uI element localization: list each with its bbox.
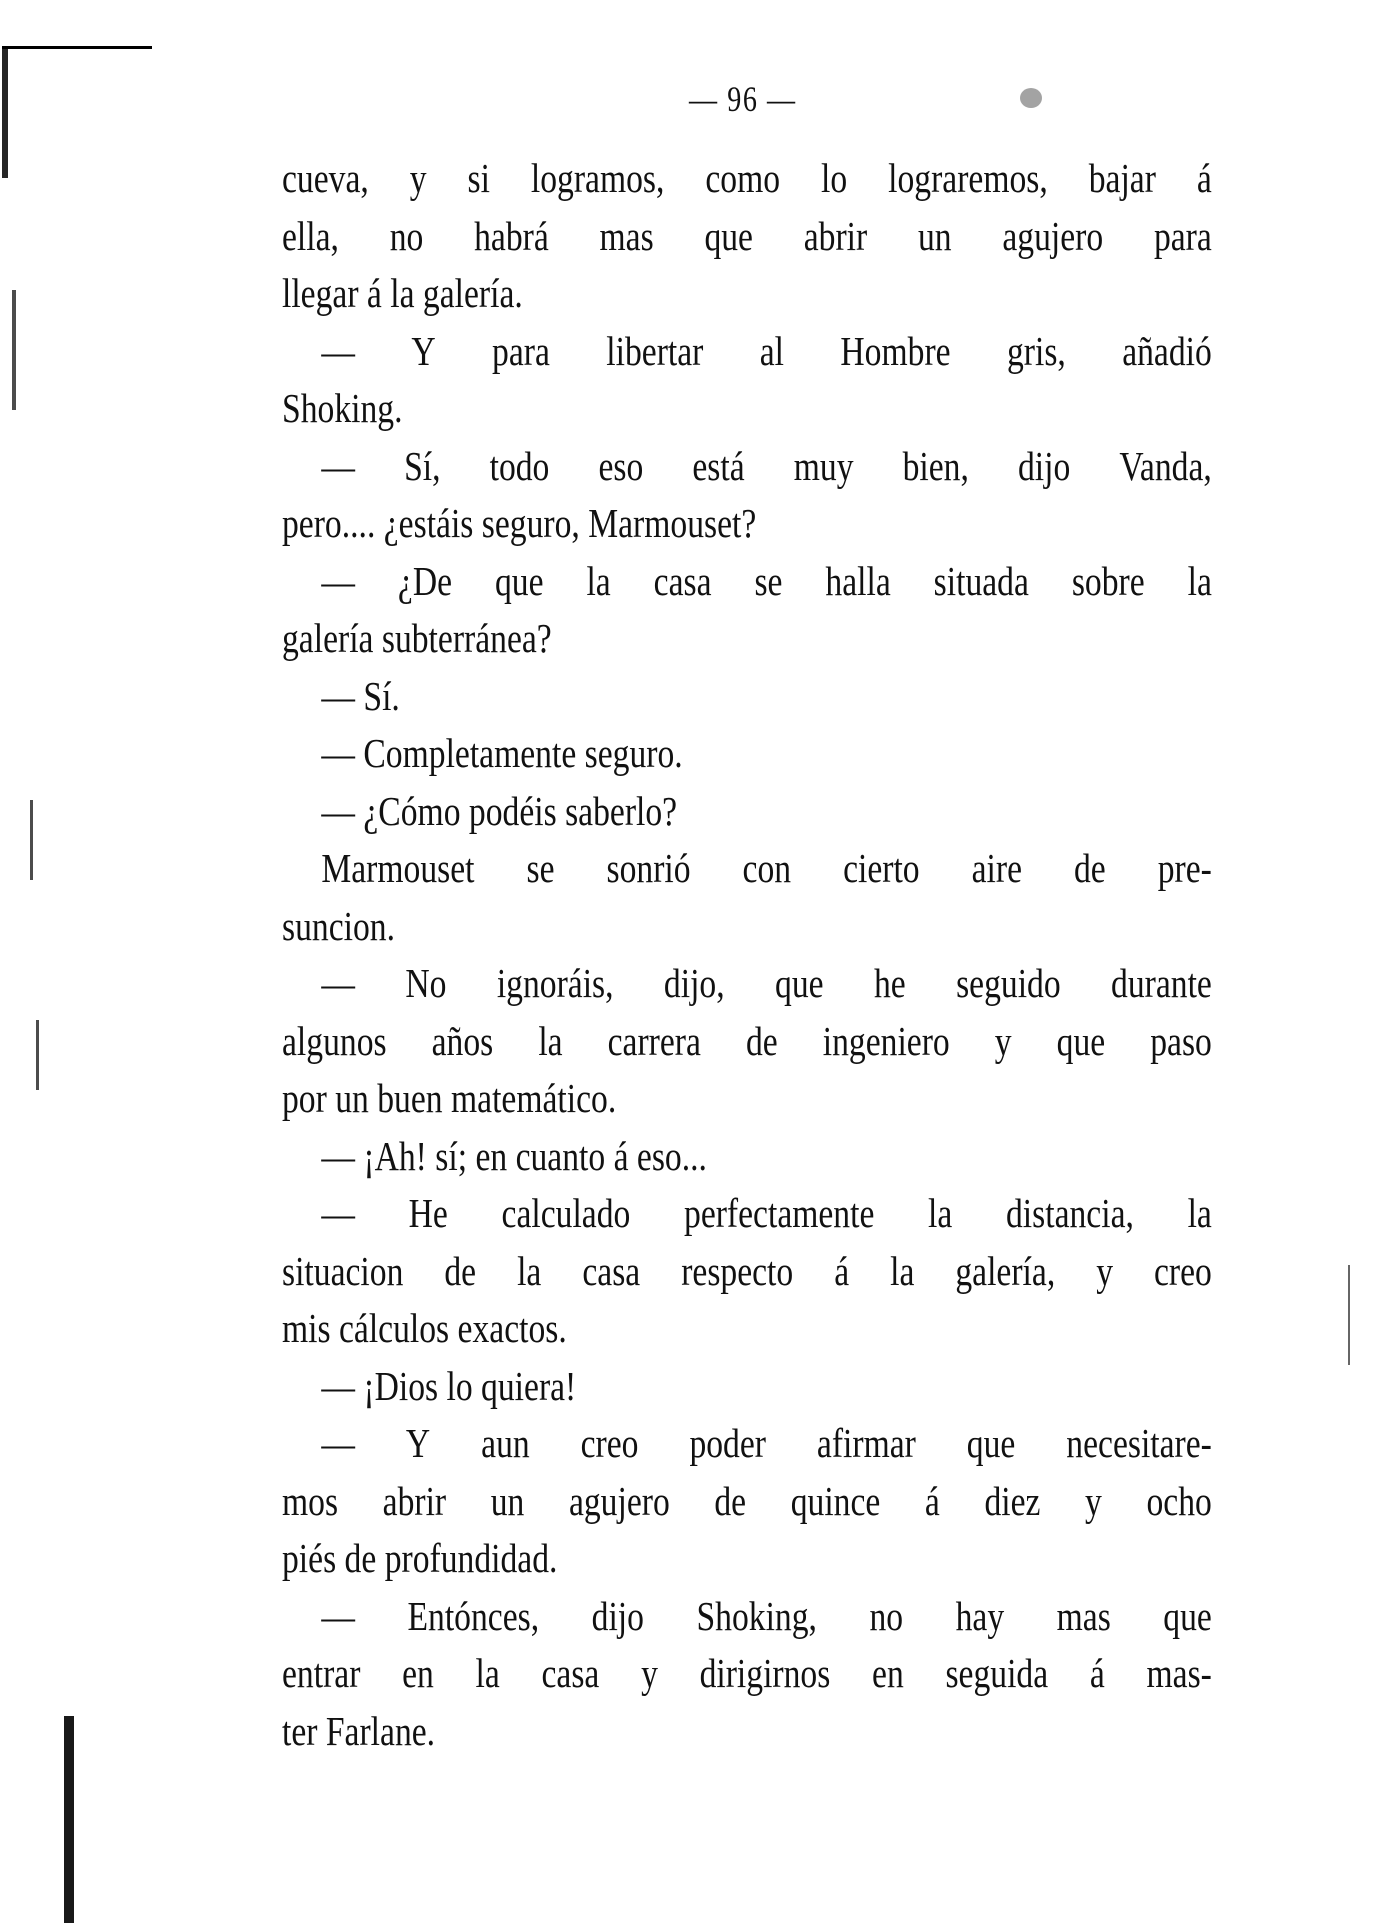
- word: y: [1085, 1477, 1102, 1524]
- word: en: [872, 1650, 904, 1696]
- text-line: [282, 438, 1212, 496]
- line-text: — Sí.: [321, 672, 400, 719]
- word: sonrió: [606, 845, 691, 891]
- text-line: [282, 1128, 1212, 1186]
- word: agujero: [1002, 212, 1104, 259]
- word: Hombre: [840, 327, 951, 374]
- word: casa: [653, 557, 712, 604]
- scan-edge-left-top: [2, 48, 8, 178]
- word: —: [321, 442, 355, 489]
- word: se: [754, 557, 783, 604]
- word: gris,: [1006, 327, 1066, 374]
- text-line: [282, 495, 1212, 553]
- word: que: [704, 212, 753, 259]
- line-text: — ¿Cómo podéis saberlo?: [321, 787, 678, 834]
- word: muy: [793, 442, 854, 489]
- word: casa: [582, 1247, 641, 1294]
- word: halla: [825, 557, 891, 604]
- word: seguido: [956, 960, 1061, 1006]
- text-line: [282, 553, 1212, 611]
- word: en: [402, 1650, 434, 1696]
- word: y: [409, 155, 427, 201]
- word: Shoking,: [696, 1592, 817, 1639]
- line-text: galería subterránea?: [282, 615, 552, 661]
- word: que: [494, 557, 544, 604]
- word: situacion: [282, 1247, 404, 1294]
- scan-edge-left-mid: [12, 290, 16, 410]
- text-line: [282, 955, 1212, 1013]
- word: bien,: [902, 442, 969, 489]
- word: mos: [282, 1477, 339, 1524]
- word: dijo: [591, 1592, 644, 1639]
- word: lograremos,: [888, 155, 1048, 201]
- text-line: [282, 323, 1212, 381]
- text-line: [282, 725, 1212, 783]
- body-text: [282, 150, 1212, 1760]
- word: un: [917, 212, 952, 259]
- line-text: mis cálculos exactos.: [282, 1305, 567, 1351]
- word: y: [994, 1017, 1012, 1064]
- text-line: [282, 1703, 1212, 1761]
- word: todo: [489, 442, 550, 489]
- word: galería,: [955, 1247, 1056, 1294]
- word: cueva,: [282, 155, 369, 201]
- word: de: [444, 1247, 477, 1294]
- scan-edge-left-bottom: [64, 1716, 74, 1923]
- word: Y: [411, 327, 436, 374]
- word: No: [405, 960, 447, 1006]
- word: está: [692, 442, 745, 489]
- line-text: Shoking.: [282, 385, 403, 431]
- word: que: [775, 960, 824, 1006]
- word: de: [745, 1017, 778, 1064]
- word: la: [928, 1190, 953, 1236]
- line-text: llegar á la galería.: [282, 270, 523, 316]
- word: para: [492, 327, 550, 374]
- word: á: [834, 1247, 850, 1294]
- word: hay: [955, 1592, 1005, 1639]
- word: —: [321, 557, 355, 604]
- word: diez: [984, 1477, 1041, 1524]
- word: dijo,: [663, 960, 725, 1006]
- word: años: [431, 1017, 494, 1064]
- word: ingeniero: [822, 1017, 950, 1064]
- word: —: [321, 1592, 355, 1639]
- word: —: [321, 327, 355, 374]
- word: para: [1153, 212, 1212, 259]
- word: Entónces,: [407, 1592, 540, 1639]
- word: pre-: [1157, 845, 1212, 891]
- text-line: [282, 668, 1212, 726]
- text-line: [282, 1415, 1212, 1473]
- word: que: [1056, 1017, 1106, 1064]
- word: ella,: [282, 212, 339, 259]
- word: libertar: [606, 327, 704, 374]
- word: situada: [933, 557, 1029, 604]
- text-line: [282, 380, 1212, 438]
- word: —: [321, 1190, 355, 1236]
- word: á: [924, 1477, 940, 1524]
- word: que: [966, 1420, 1016, 1466]
- word: abrir: [382, 1477, 447, 1524]
- word: sobre: [1071, 557, 1145, 604]
- word: se: [526, 845, 555, 891]
- line-text: — ¡Ah! sí; en cuanto á eso...: [321, 1132, 707, 1179]
- line-text: piés de profundidad.: [282, 1535, 558, 1581]
- text-line: [282, 1013, 1212, 1071]
- word: á: [1089, 1650, 1105, 1696]
- word: Y: [405, 1420, 431, 1466]
- word: aun: [481, 1420, 530, 1466]
- text-line: [282, 1070, 1212, 1128]
- word: la: [538, 1017, 563, 1064]
- word: distancia,: [1005, 1190, 1134, 1236]
- word: Sí,: [404, 442, 441, 489]
- word: no: [869, 1592, 904, 1639]
- word: Marmouset: [321, 845, 475, 891]
- word: dirigirnos: [699, 1650, 831, 1696]
- text-line: [282, 840, 1212, 898]
- word: que: [1163, 1592, 1212, 1639]
- word: carrera: [607, 1017, 701, 1064]
- text-line: [282, 1358, 1212, 1416]
- line-text: ter Farlane.: [282, 1707, 436, 1754]
- word: paso: [1150, 1017, 1212, 1064]
- word: añadió: [1122, 327, 1212, 374]
- word: agujero: [568, 1477, 670, 1524]
- word: casa: [541, 1650, 600, 1696]
- word: si: [467, 155, 490, 201]
- line-text: pero.... ¿estáis seguro, Marmouset?: [282, 500, 757, 546]
- word: mas-: [1146, 1650, 1212, 1696]
- text-line: [282, 1243, 1212, 1301]
- word: un: [490, 1477, 525, 1524]
- text-line: [282, 1645, 1212, 1703]
- word: —: [321, 1420, 355, 1466]
- line-text: suncion.: [282, 902, 395, 949]
- text-line: [282, 1588, 1212, 1646]
- word: perfectamente: [684, 1190, 875, 1236]
- word: afirmar: [816, 1420, 916, 1466]
- text-line: [282, 1473, 1212, 1531]
- word: no: [389, 212, 424, 259]
- word: la: [517, 1247, 542, 1294]
- word: seguida: [945, 1650, 1049, 1696]
- word: y: [1096, 1247, 1114, 1294]
- word: la: [890, 1247, 915, 1294]
- word: calculado: [501, 1190, 631, 1236]
- word: abrir: [803, 212, 868, 259]
- word: cierto: [843, 845, 920, 891]
- line-text: — ¡Dios lo quiera!: [321, 1362, 577, 1409]
- word: de: [714, 1477, 747, 1524]
- word: de: [1073, 845, 1106, 891]
- word: habrá: [474, 212, 549, 259]
- text-line: [282, 150, 1212, 208]
- scan-edge-right: [1348, 1265, 1350, 1365]
- word: ¿De: [397, 557, 453, 604]
- word: al: [759, 327, 785, 374]
- word: necesitare-: [1066, 1420, 1212, 1466]
- word: aire: [971, 845, 1022, 891]
- word: como: [705, 155, 781, 201]
- word: Vanda,: [1119, 442, 1212, 489]
- word: la: [1187, 1190, 1212, 1236]
- line-text: por un buen matemático.: [282, 1075, 617, 1121]
- text-line: [282, 610, 1212, 668]
- page-number: — 96 —: [689, 79, 797, 119]
- line-text: — Completamente seguro.: [321, 730, 683, 776]
- word: respecto: [681, 1247, 794, 1294]
- word: mas: [599, 212, 654, 259]
- word: la: [475, 1650, 500, 1696]
- word: la: [586, 557, 611, 604]
- word: he: [873, 960, 906, 1006]
- word: ignoráis,: [496, 960, 614, 1006]
- text-line: [282, 1185, 1212, 1243]
- word: quince: [790, 1477, 881, 1524]
- word: eso: [598, 442, 644, 489]
- text-line: [282, 1530, 1212, 1588]
- word: mas: [1056, 1592, 1111, 1639]
- scan-edge-top: [2, 46, 152, 49]
- scan-edge-left-mid2: [30, 800, 33, 880]
- word: bajar: [1088, 155, 1156, 201]
- text-line: [282, 898, 1212, 956]
- word: entrar: [282, 1650, 361, 1696]
- word: He: [408, 1190, 448, 1236]
- word: y: [641, 1650, 658, 1696]
- text-line: [282, 783, 1212, 841]
- word: ocho: [1146, 1477, 1212, 1524]
- word: durante: [1111, 960, 1212, 1006]
- word: creo: [580, 1420, 639, 1466]
- word: algunos: [282, 1017, 387, 1064]
- word: logramos,: [530, 155, 665, 201]
- word: la: [1187, 557, 1212, 604]
- text-line: [282, 265, 1212, 323]
- scan-edge-left-mid3: [36, 1020, 39, 1090]
- word: lo: [821, 155, 848, 201]
- word: poder: [689, 1420, 766, 1466]
- word: dijo: [1017, 442, 1071, 489]
- text-line: [282, 1300, 1212, 1358]
- text-line: [282, 208, 1212, 266]
- word: —: [321, 960, 355, 1006]
- word: con: [742, 845, 792, 891]
- word: á: [1196, 155, 1212, 201]
- word: creo: [1154, 1247, 1212, 1294]
